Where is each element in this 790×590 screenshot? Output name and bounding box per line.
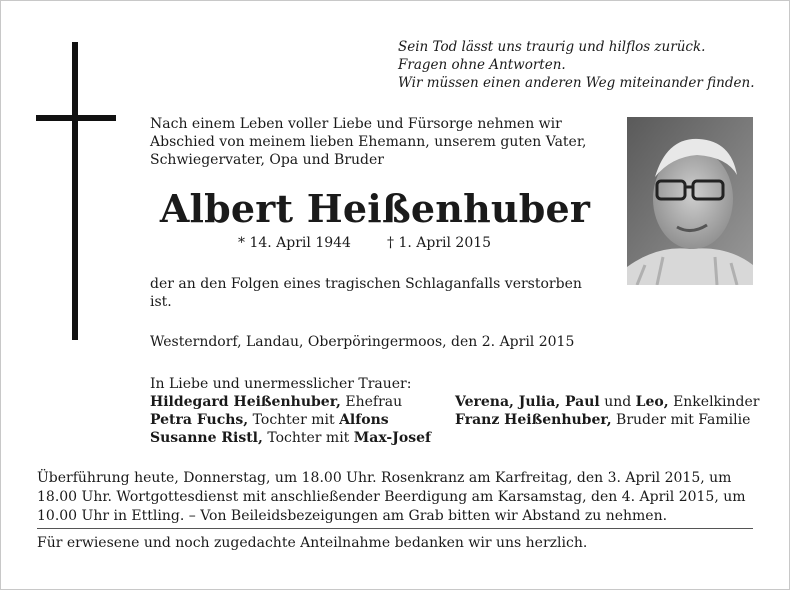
info-line: Überführung heute, Donnerstag, um 18.00 Uhr. Rosenkranz am Karfreitag, den 3. April 2015, um xyxy=(37,470,732,486)
intro-line: Nach einem Leben voller Liebe und Fürsorge nehmen wir xyxy=(150,116,562,132)
funeral-information xyxy=(37,469,755,526)
mourner-entry xyxy=(150,429,450,447)
mourner-name: Verena, Julia, Paul xyxy=(455,394,600,410)
mourners-heading: In Liebe und unermesslicher Trauer: xyxy=(150,376,412,392)
poem-line: Sein Tod lässt uns traurig und hilflos zurück. xyxy=(398,39,706,55)
mourner-partner: Alfons xyxy=(339,412,389,428)
cause-line: ist. xyxy=(150,294,172,310)
mourner-name: Hildegard Heißenhuber, xyxy=(150,394,341,410)
birth-date: * 14. April 1944 xyxy=(238,235,351,251)
info-line: 10.00 Uhr in Ettling. – Von Beileidsbezeigungen am Grab bitten wir Abstand zu nehmen. xyxy=(37,508,668,524)
mourner-relation: Bruder mit Familie xyxy=(611,412,751,428)
mourner-name: Susanne Ristl, xyxy=(150,430,263,446)
mourner-relation: Tochter mit xyxy=(262,430,354,446)
mourner-name: Franz Heißenhuber, xyxy=(455,412,612,428)
info-line: 18.00 Uhr. Wortgottesdienst mit anschließender Beerdigung am Karsamstag, den 4. April 2015, um xyxy=(37,489,746,505)
mourner-relation: Tochter mit xyxy=(248,412,340,428)
poem-line: Wir müssen einen anderen Weg miteinander finden. xyxy=(398,75,755,91)
mourner-partner: Max-Josef xyxy=(353,430,432,446)
portrait-photo xyxy=(627,117,753,285)
mourner-entry xyxy=(455,393,785,411)
poem-line: Fragen ohne Antworten. xyxy=(398,57,566,73)
deceased-name: Albert Heißenhuber xyxy=(159,186,591,231)
divider xyxy=(37,528,753,529)
memorial-poem xyxy=(398,38,778,92)
intro-text xyxy=(150,115,600,169)
mourner-name: Petra Fuchs, xyxy=(150,412,249,428)
mourner-relation: Ehefrau xyxy=(340,394,403,410)
intro-line: Schwiegervater, Opa und Bruder xyxy=(150,152,384,168)
mourner-entry xyxy=(150,411,450,429)
mourner-name: Leo, xyxy=(635,394,669,410)
mourner-entry xyxy=(150,393,450,411)
death-date: † 1. April 2015 xyxy=(387,235,492,251)
cause-of-death xyxy=(150,275,600,311)
mourner-relation: Enkelkinder xyxy=(668,394,760,410)
intro-line: Abschied von meinem lieben Ehemann, unserem guten Vater, xyxy=(150,134,587,150)
mourner-entry xyxy=(455,411,785,429)
mourners-right-column xyxy=(455,393,785,429)
cause-line: der an den Folgen eines tragischen Schlaganfalls verstorben xyxy=(150,276,582,292)
mourners-left-column xyxy=(150,393,450,447)
place-and-date: Westerndorf, Landau, Oberpöringermoos, den 2. April 2015 xyxy=(150,334,575,350)
thanks-text: Für erwiesene und noch zugedachte Anteilnahme bedanken wir uns herzlich. xyxy=(37,535,588,551)
mourner-connector: und xyxy=(599,394,636,410)
